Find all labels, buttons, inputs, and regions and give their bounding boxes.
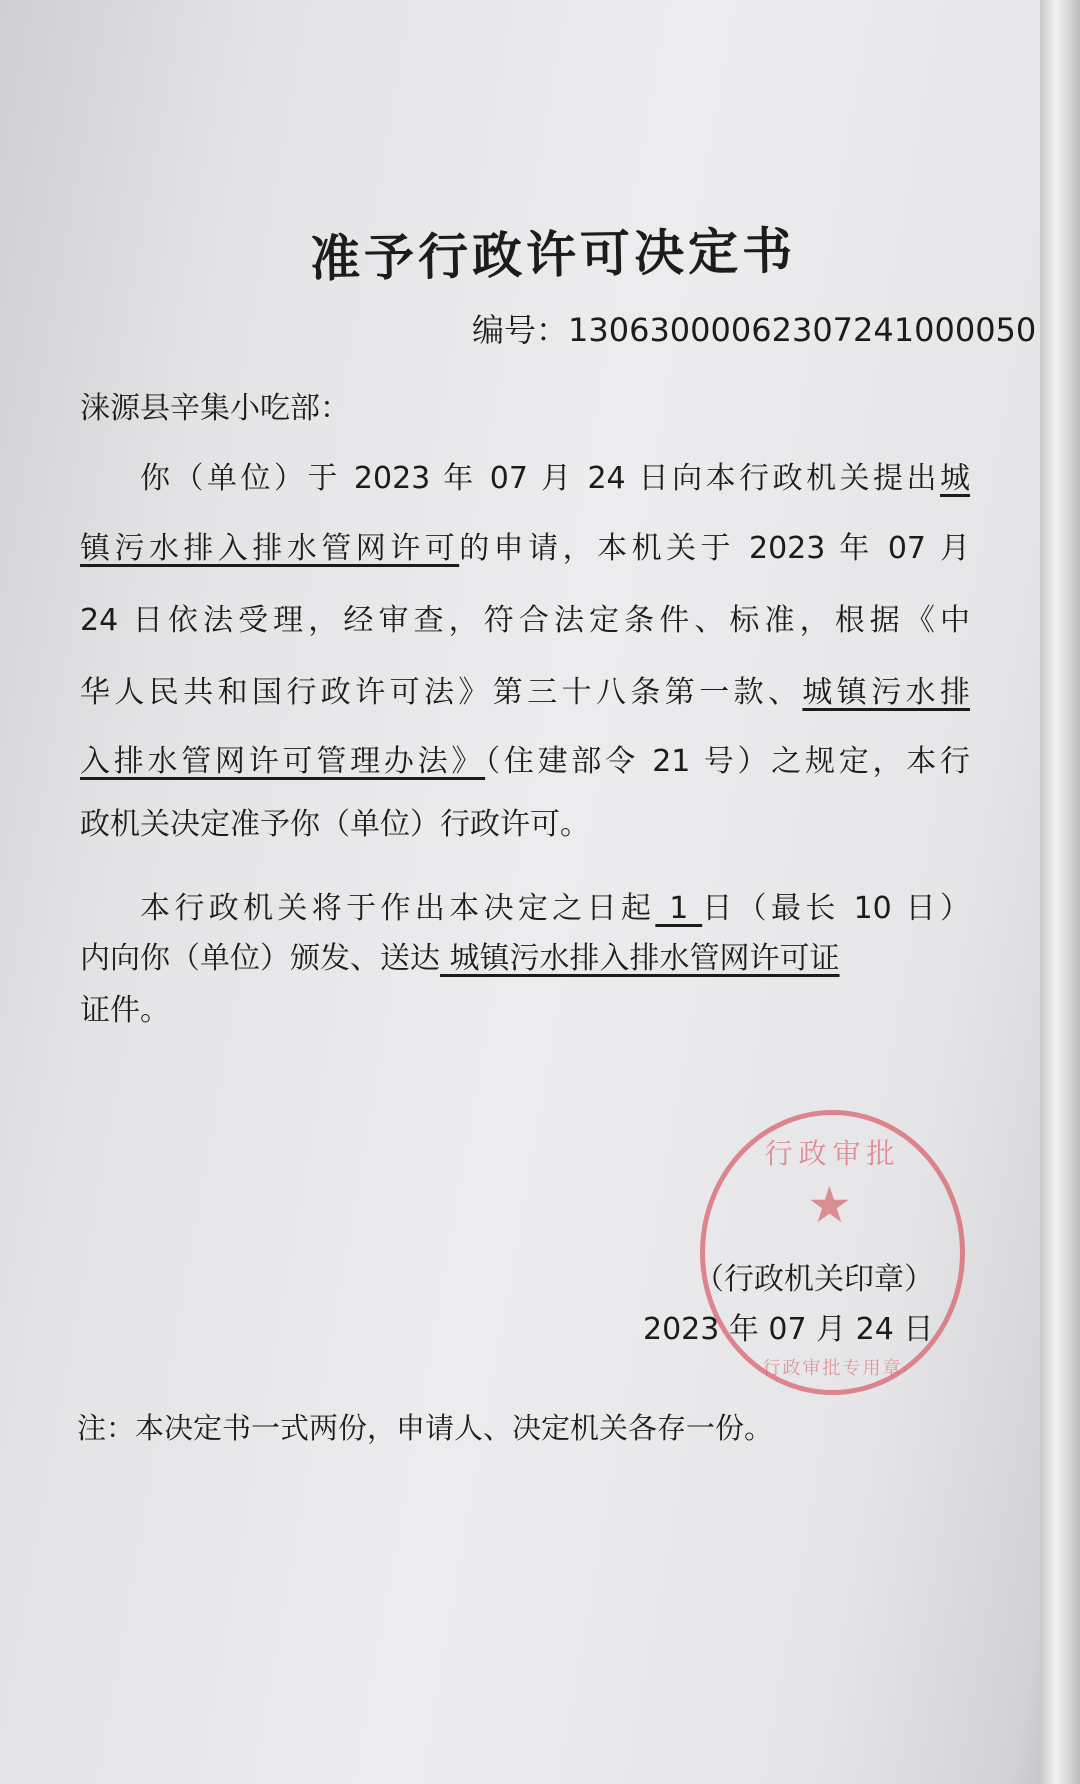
page-edge <box>1040 0 1080 1784</box>
footnote: 注：本决定书一式两份，申请人、决定机关各存一份。 <box>77 1411 774 1445</box>
decision-date: 2023 年 07 月 24 日 <box>643 1312 934 1347</box>
star-icon: ★ <box>807 1176 852 1234</box>
para1-line4: 华人民共和国行政许可法》第三十八条第一款、城镇污水排 <box>80 675 971 710</box>
para1-line2: 镇污水排入排水管网许可的申请，本机关于 2023 年 07 月 <box>80 531 971 566</box>
para2-line1: 本行政机关将于作出本决定之日起 1 日（最长 10 日） <box>140 891 970 926</box>
document-title: 准予行政许可决定书 <box>309 221 797 289</box>
seal-bottom-text: 行政审批专用章 <box>762 1358 903 1379</box>
recipient: 涞源县辛集小吃部： <box>80 391 350 426</box>
para1-line3: 24 日依法受理，经审查，符合法定条件、标准，根据《中 <box>80 603 970 638</box>
official-seal <box>700 1110 965 1395</box>
para1-line5: 入排水管网许可管理办法》（住建部令 21 号）之规定，本行 <box>80 744 971 779</box>
para1-line6: 政机关决定准予你（单位）行政许可。 <box>80 807 590 842</box>
para1-line1: 你（单位）于 2023 年 07 月 24 日向本行政机关提出城 <box>140 461 970 496</box>
seal-top-text: 行政审批 <box>764 1137 901 1170</box>
para2-line3: 证件。 <box>80 993 170 1028</box>
stamp-label: （行政机关印章） <box>694 1262 934 1297</box>
document-number: 编号：13063000062307241000050 <box>472 311 1037 349</box>
para2-line2: 内向你（单位）颁发、送达 城镇污水排入排水管网许可证 <box>80 941 840 976</box>
